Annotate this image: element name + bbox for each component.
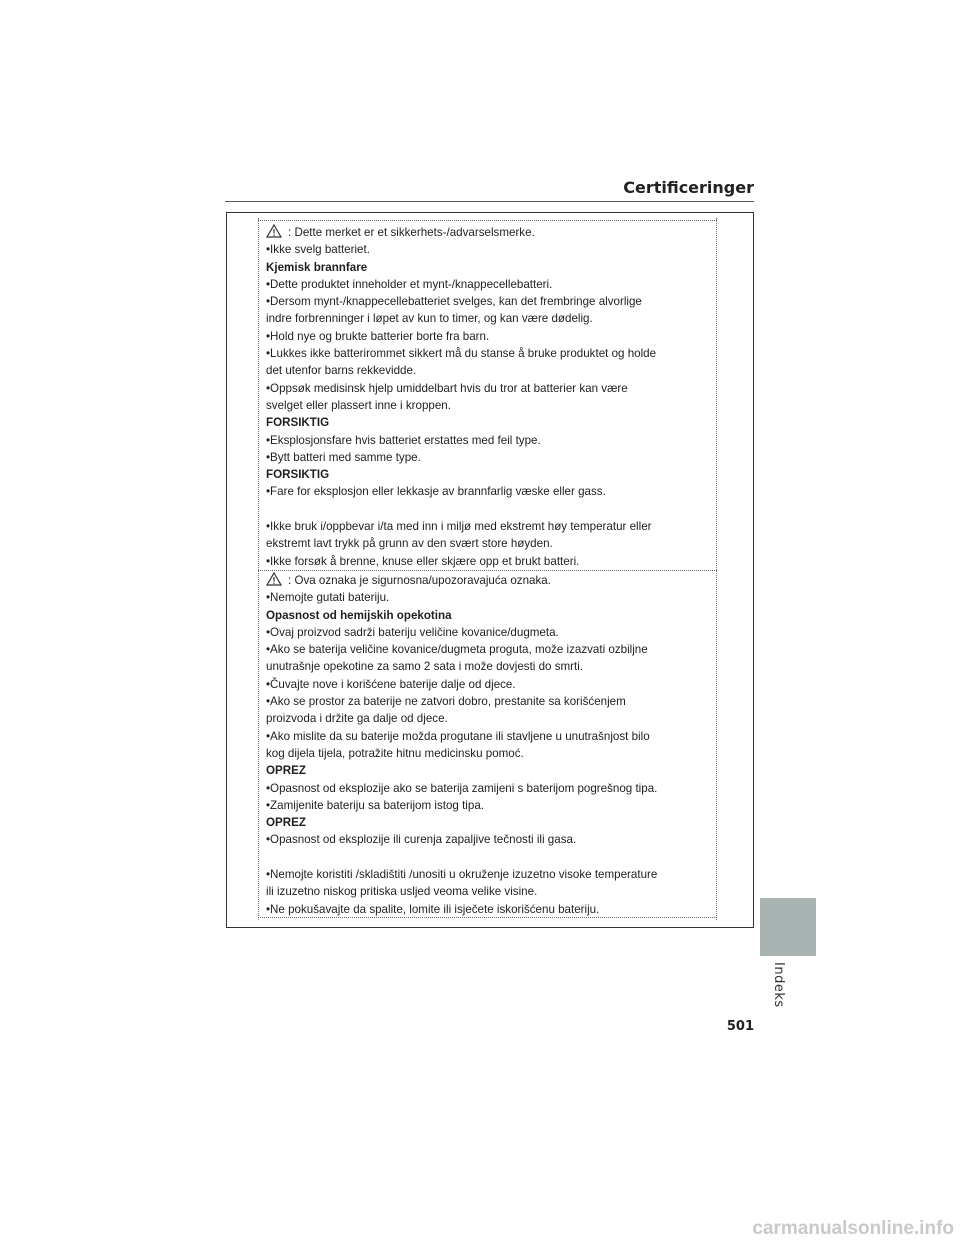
text-line: svelget eller plassert inne i kroppen. bbox=[266, 398, 451, 412]
text-line: ili izuzetno niskog pritiska usljed veoma velike visine. bbox=[266, 885, 538, 899]
scan-border-middle bbox=[258, 570, 717, 571]
text-line: •Ako mislite da su baterije možda progutane ili stavljene u unutrašnjost bilo bbox=[266, 729, 650, 743]
text-line: unutrašnje opekotine za samo 2 sata i može dovjesti do smrti. bbox=[266, 660, 584, 674]
text-line: •Nemojte koristiti /skladištiti /unositi u okruženje izuzetno visoke temperature bbox=[266, 868, 658, 882]
text-line: •Ikke forsøk å brenne, knuse eller skjære opp et brukt batteri. bbox=[266, 554, 580, 568]
text-line: •Ne pokušavajte da spalite, lomite ili isječete iskorišćenu bateriju. bbox=[266, 902, 600, 916]
text-line: •Ako se prostor za baterije ne zatvori dobro, prestanite sa korišćenjem bbox=[266, 695, 626, 709]
text-line: •Lukkes ikke batterirommet sikkert må du stanse å bruke produktet og holde bbox=[266, 347, 657, 361]
caution-heading: OPREZ bbox=[266, 816, 306, 830]
text-line: : Dette merket er et sikkerhets-/advarselsmerke. bbox=[266, 224, 706, 241]
page-title: Certificeringer bbox=[623, 178, 754, 197]
section-bosnian bbox=[266, 572, 706, 918]
caution-heading: FORSIKTIG bbox=[266, 468, 330, 482]
text-line: ekstremt lavt trykk på grunn av den svært store høyden. bbox=[266, 537, 553, 551]
text-line: proizvoda i držite ga dalje od djece. bbox=[266, 712, 448, 726]
text-line: •Hold nye og brukte batterier borte fra barn. bbox=[266, 329, 490, 343]
text-line: •Zamijenite bateriju sa baterijom istog tipa. bbox=[266, 798, 484, 812]
text-line: det utenfor barns rekkevidde. bbox=[266, 364, 417, 378]
text-line: •Eksplosjonsfare hvis batteriet erstattes med feil type. bbox=[266, 433, 541, 447]
text-line: •Ako se baterija veličine kovanice/dugmeta proguta, može izazvati ozbiljne bbox=[266, 643, 648, 657]
text-line: •Čuvajte nove i korišćene baterije dalje od djece. bbox=[266, 677, 516, 691]
text-line: •Bytt batteri med samme type. bbox=[266, 450, 421, 464]
text-line: •Opasnost od eksplozije ili curenja zapaljive tečnosti ili gasa. bbox=[266, 833, 577, 847]
text-line: •Opasnost od eksplozije ako se baterija zamijeni s baterijom pogrešnog tipa. bbox=[266, 781, 658, 795]
scan-border-top bbox=[258, 220, 717, 221]
warning-triangle-icon bbox=[266, 224, 282, 238]
section-norwegian bbox=[266, 224, 706, 570]
text-line: •Ovaj proizvod sadrži bateriju veličine kovanice/dugmeta. bbox=[266, 625, 559, 639]
text-line: •Fare for eksplosjon eller lekkasje av brannfarlig væske eller gass. bbox=[266, 485, 606, 499]
text-line: •Nemojte gutati bateriju. bbox=[266, 591, 390, 605]
index-side-label: Indeks bbox=[771, 962, 786, 1008]
section-heading: Kjemisk brannfare bbox=[266, 260, 368, 274]
index-side-tab[interactable] bbox=[760, 898, 816, 956]
watermark: carmanualsonline.info bbox=[752, 1218, 954, 1239]
warning-triangle-icon bbox=[266, 572, 282, 586]
text-line: •Ikke svelg batteriet. bbox=[266, 243, 370, 257]
header-rule bbox=[225, 201, 754, 202]
text-line: kog dijela tijela, potražite hitnu medicinsku pomoć. bbox=[266, 746, 524, 760]
scan-border-right bbox=[716, 218, 717, 920]
caution-heading: FORSIKTIG bbox=[266, 416, 330, 430]
text-line: : Ova oznaka je sigurnosna/upozoravajuća oznaka. bbox=[266, 572, 706, 589]
text-line: •Oppsøk medisinsk hjelp umiddelbart hvis du tror at batterier kan være bbox=[266, 381, 628, 395]
text-line: •Dette produktet inneholder et mynt-/knappecellebatteri. bbox=[266, 277, 553, 291]
text-line: •Dersom mynt-/knappecellebatteriet svelges, kan det frembringe alvorlige bbox=[266, 295, 642, 309]
text-line: •Ikke bruk i/oppbevar i/ta med inn i miljø med ekstremt høy temperatur eller bbox=[266, 520, 652, 534]
section-heading: Opasnost od hemijskih opekotina bbox=[266, 608, 452, 622]
blank-line bbox=[266, 849, 706, 866]
text-line: indre forbrenninger i løpet av kun to timer, og kan være dødelig. bbox=[266, 312, 593, 326]
caution-heading: OPREZ bbox=[266, 764, 306, 778]
blank-line bbox=[266, 501, 706, 518]
scan-border-left bbox=[258, 218, 259, 920]
page-number: 501 bbox=[726, 1019, 754, 1034]
